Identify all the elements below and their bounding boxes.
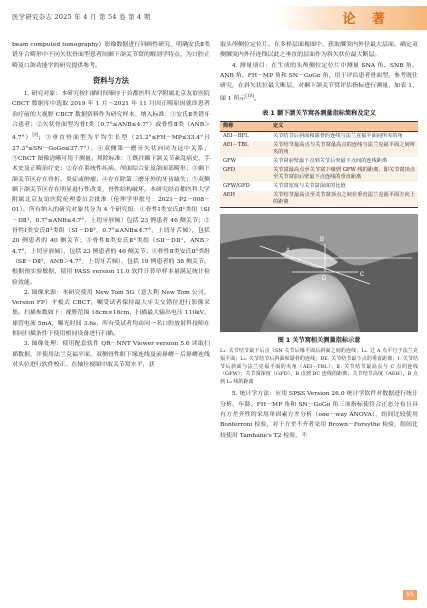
table-header-definition: 定义 xyxy=(270,122,418,132)
tmj-ct-illustration xyxy=(220,214,418,332)
table-row xyxy=(220,132,418,142)
table-row xyxy=(220,157,418,166)
table-row xyxy=(220,166,418,182)
table-cell-definition: 关节结节最高点与关节窝最高点的连线与法兰克福平面之间所夹的角 xyxy=(273,142,415,156)
label-b: B xyxy=(320,237,325,244)
figure-1-note: L₁. 关节结节最下后点（SN 关节后缘平面后斜面之间的连线；L₂. 过 A 点平行于法兰克福平面；L₃. 关节结节后斜面和颌骨的连线；DE. 关节结节最下点的垂直距离；Ⅰ. 关节结节后斜面与法兰克福平面的夹角（AEI－TBL）；Ⅱ. 关节结节最高点与 C 点的连线（GFW）；关节窝深度（GFD），B 点到 BC 连线的距离；关节结节高度（AEH），B 点到 L₂ 线的距离 xyxy=(220,348,418,385)
measurement-tail: 。 xyxy=(253,95,260,103)
label-a: A xyxy=(286,248,291,255)
journal-running-head: 医学研究杂志 2025 年 4 月 第 54 卷 第 4 期 xyxy=(12,13,151,21)
left-column xyxy=(12,40,210,370)
table-row xyxy=(220,191,418,208)
subjects-paragraph xyxy=(12,89,210,288)
intro-paragraph: beam computed tomography）影像数据进行回顾性研究，明确安氏Ⅱ类错牙合畸形中不同矢状骨面型患者间颞下颌关节窝的解剖学特点，为口腔正畸及口颌功能学的研究提供参考。 xyxy=(12,41,210,69)
table-cell-definition: 关节结节后斜面和颌骨的连线与法兰克福平面间所夹的角 xyxy=(273,133,403,140)
citation-9[interactable]: [9] xyxy=(32,132,39,138)
methods-heading: 资料与方法 xyxy=(93,75,129,85)
subjects-text-cont: ；③垂直骨面型为平均生长型（21.2°≤FH－MP≤33.4°且 27.3°≤SN－GoGo≤37.7°）；④双侧第一磨牙矢状向同为远中关系；⑤CBCT 图像清晰可用于测量。排除标准：①既往颞下颌关节紊乱病史、手术史及正畸治疗史；②存在系统性疾病、颅面综合征及颌面部畸形；③颞下颌关节区存在骨折、炎症或肿瘤；④存在除第三磨牙外的牙齿缺失；⑤双侧颞下颌关节区存在明显退行性改变，骨性结构破坏。本研究经首都医科大学附属北京友谊医院伦理委员会批准（伦理学审批号：2021－P2－008－01）。所有纳入的研究对象共分为 4 个研究组：①骨性Ⅰ类安氏Ⅱ¹类组（SⅠ－DⅡ¹，0.7°≤ANB≤4.7°，上切牙唇倾）包括 23 例患者 46 侧关节；②骨性Ⅰ类安氏Ⅱ²类组（SⅠ－DⅡ²，0.7°≤ANB≤4.7°，上切牙舌倾），包括 20 例患者的 40 侧关节；③骨性Ⅱ类安氏Ⅱ¹类组（SⅡ－DⅡ¹，ANB＞4.7°，上切牙唇倾），包括 23 例患者的 46 侧关节；④骨性Ⅱ类安氏Ⅱ²类组（SⅡ－DⅡ²，ANB＞4.7°，上切牙舌倾），包括 19 例患者的 38 侧关节。根据预实验数据，使用 PASS version 11.0 软件计算单样本量满足统计检验效能。 xyxy=(12,134,210,286)
table-cell-abbr: GFD xyxy=(223,167,235,174)
table-1 xyxy=(220,121,418,208)
section-label: 论 著 xyxy=(342,12,391,27)
measurement-text: 4. 测量项目：在生成的头颅侧位定位片中测量 SNA 角、SNB 角、ANB 角、FH－MP 角和 SN－GoGo 角，用于评估患者骨面型。参考既往研究，在斜矢状位最大断层，对颞下颌关节窝评估指标进行测量，如表 1、图 1 所示 xyxy=(220,61,418,103)
measurement-paragraph xyxy=(220,61,418,105)
subjects-text: 1. 研究对象：本研究按扫描时间顺序于首都医科大学附属北京友谊医院 CBCT 数据库中选取 2019 年 1 月～2021 年 11 月因正畸原因就诊患者治疗前的大视野 CBCT 数据资料作为研究样本。纳入标准：①安氏Ⅱ类错牙合患者；②矢状骨面型为骨Ⅰ类（0.7°≤ANB≤4.7°）或骨性Ⅱ类（ANB＞4.7°） xyxy=(12,90,210,142)
table-cell-abbr: GFW xyxy=(223,158,237,165)
table-1-title: 表 1 颞下颌关节窝各测量指标简称及定义 xyxy=(262,109,376,117)
statistics-paragraph: 5. 统计学方法：应用 SPSS Version 26.0 统计学软件对数据进行统计分析。年龄、FH－MP 角和 SN－GoGo 角三项指标使符合正态分布且具有方差齐性的采用单因素方差分析（one－way ANOVA），组间比较使用 Bonferroni 检验，对于方差不齐者采用 Brown－Forsythe 检验，组间比较使用 Tamhane's T2 检验，不 xyxy=(220,390,418,439)
table-cell-abbr: AEH xyxy=(220,191,270,208)
table-cell-definition: 关节窝最高点至关节窝下缘到 GFW 线的距离，即关节窝顶点至关节窝前后壁最下点连线的垂直距离 xyxy=(273,167,415,181)
table-cell-abbr: AEI－BFL xyxy=(223,133,249,140)
figure-1-caption: 图 1 关节窝相关测量指标示意 xyxy=(277,337,361,345)
image-source-paragraph: 2. 图像来源：本研究使用 New Tom 5G（意大利 New Tom 公司，Version FP）平板式 CBCT，嘱受试者保持最大牙尖交错位进行影像采集。扫描参数如下：视野范围 18cm×16cm，扫描最大输出电压 110kV，球管电流 5mA，曝光时间 3.6s，所有受试者均由同一名口腔放射科技师在相同扫描条件下使用相同设备进行扫描。 xyxy=(12,288,210,337)
page-header xyxy=(0,0,427,38)
image-processing-paragraph: 3. 图像处理：使用配套软件 QR－NNT Viewer version 5.6 读取扫描数据，并使用法兰克福平面、双侧骨性眶下缘连线及前鼻嵴－后鼻嵴连线对头位进行软件校正。在轴位视图中取关节窝水平，获 xyxy=(12,340,210,368)
continued-paragraph: 取头颅侧位定位片。在多样层面视图中，获取髁突内外径最大层面，确定双侧髁突内外径连线以此之垂直的层面作为斜矢状位最大断层。 xyxy=(220,41,418,59)
table-cell-abbr: GFW/GFD xyxy=(223,183,250,190)
table-row xyxy=(220,141,418,157)
table-cell-definition: 关节窝前壁最下点到关节后突最下点间的连线距离 xyxy=(273,158,388,165)
table-header-abbr: 简称 xyxy=(220,122,270,132)
page-number-badge: 95 xyxy=(403,590,417,600)
table-row xyxy=(220,182,418,191)
table-cell-definition: 关节窝宽度与关节窝深度的比值 xyxy=(273,183,346,190)
table-header-row xyxy=(220,122,418,132)
citation-10[interactable]: [10] xyxy=(245,93,254,99)
table-cell-definition: 关节结节最高点至关节窝顶点之间在垂直法兰克福平面方向上的距离 xyxy=(270,191,418,208)
figure-1-ct-image xyxy=(220,214,418,332)
label-c: C xyxy=(360,272,365,279)
right-column xyxy=(220,40,418,441)
table-cell-abbr: AEI－TBL xyxy=(223,142,249,149)
label-d: D xyxy=(322,276,327,283)
